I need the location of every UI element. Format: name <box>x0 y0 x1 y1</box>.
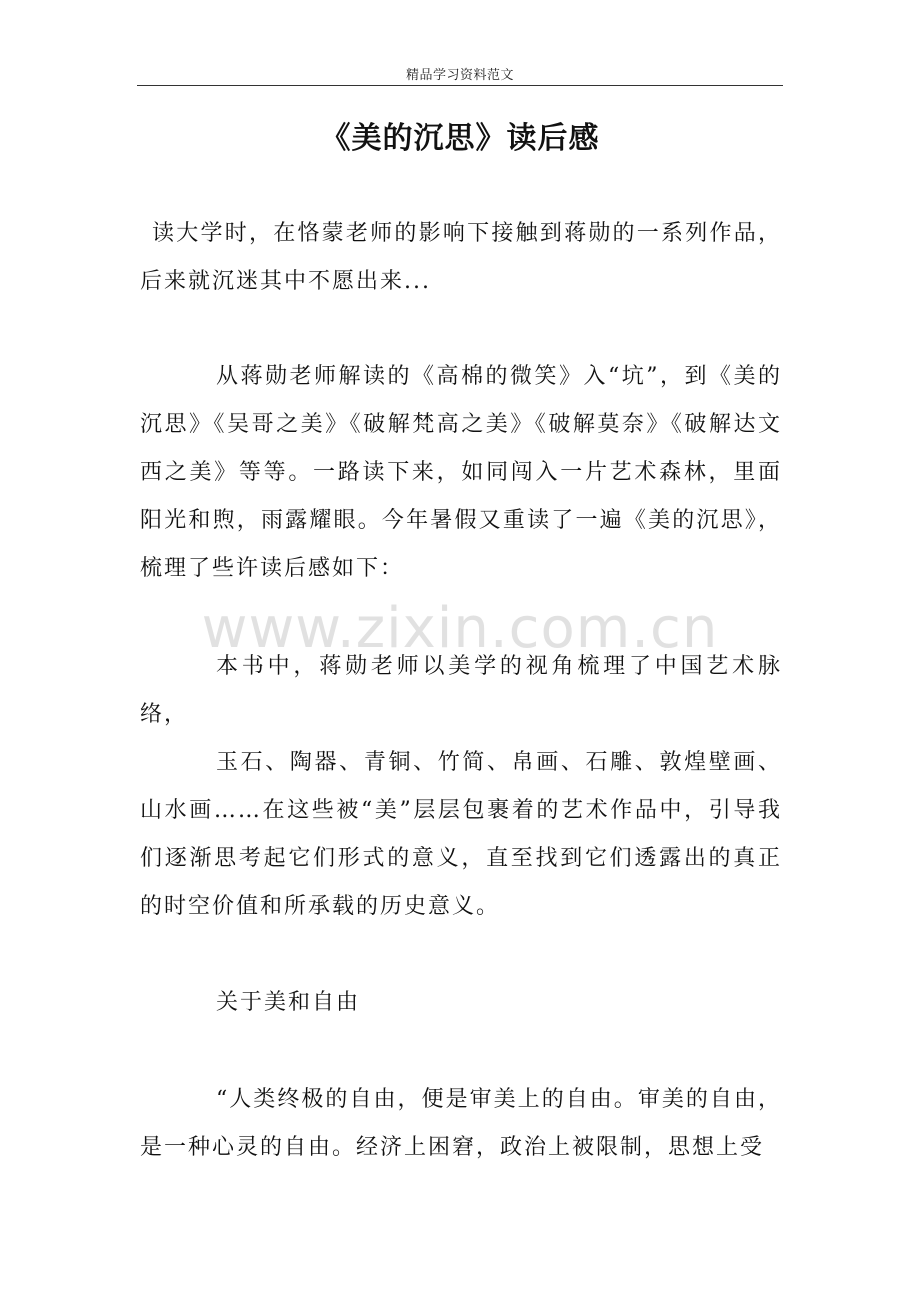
header-text: 精品学习资料范文 <box>405 68 514 83</box>
document-title: 《美的沉思》读后感 <box>320 121 600 156</box>
section-heading: 关于美和自由 <box>216 990 361 1015</box>
paragraph-5: “人类终极的自由，便是审美上的自由。审美的自由，是一种心灵的自由。经济上困窘，政治上被限制，思想上受 <box>140 1087 782 1160</box>
watermark: www.zixin.com.cn <box>201 596 719 661</box>
paragraph-1: 读大学时，在恪蒙老师的影响下接触到蒋勋的一系列作品，后来就沉迷其中不愿出来... <box>140 221 782 294</box>
paragraph-4: 玉石、陶器、青铜、竹简、帛画、石雕、敦煌壁画、山水画……在这些被“美”层层包裹着的艺术作品中，引导我们逐渐思考起它们形式的意义，直至找到它们透露出的真正的时空价值和所承载的历史意义。 <box>140 750 782 919</box>
paragraph-2: 从蒋勋老师解读的《高棉的微笑》入“坑”，到《美的沉思》《吴哥之美》《破解梵高之美》《破解莫奈》《破解达文西之美》等等。一路读下来，如同闯入一片艺术森林，里面阳光和煦，雨露耀眼。今年暑假又重读了一遍《美的沉思》，梳理了些许读后感如下： <box>140 364 782 581</box>
paragraph-3: 本书中，蒋勋老师以美学的视角梳理了中国艺术脉络， <box>140 654 782 727</box>
header-divider <box>137 85 783 86</box>
